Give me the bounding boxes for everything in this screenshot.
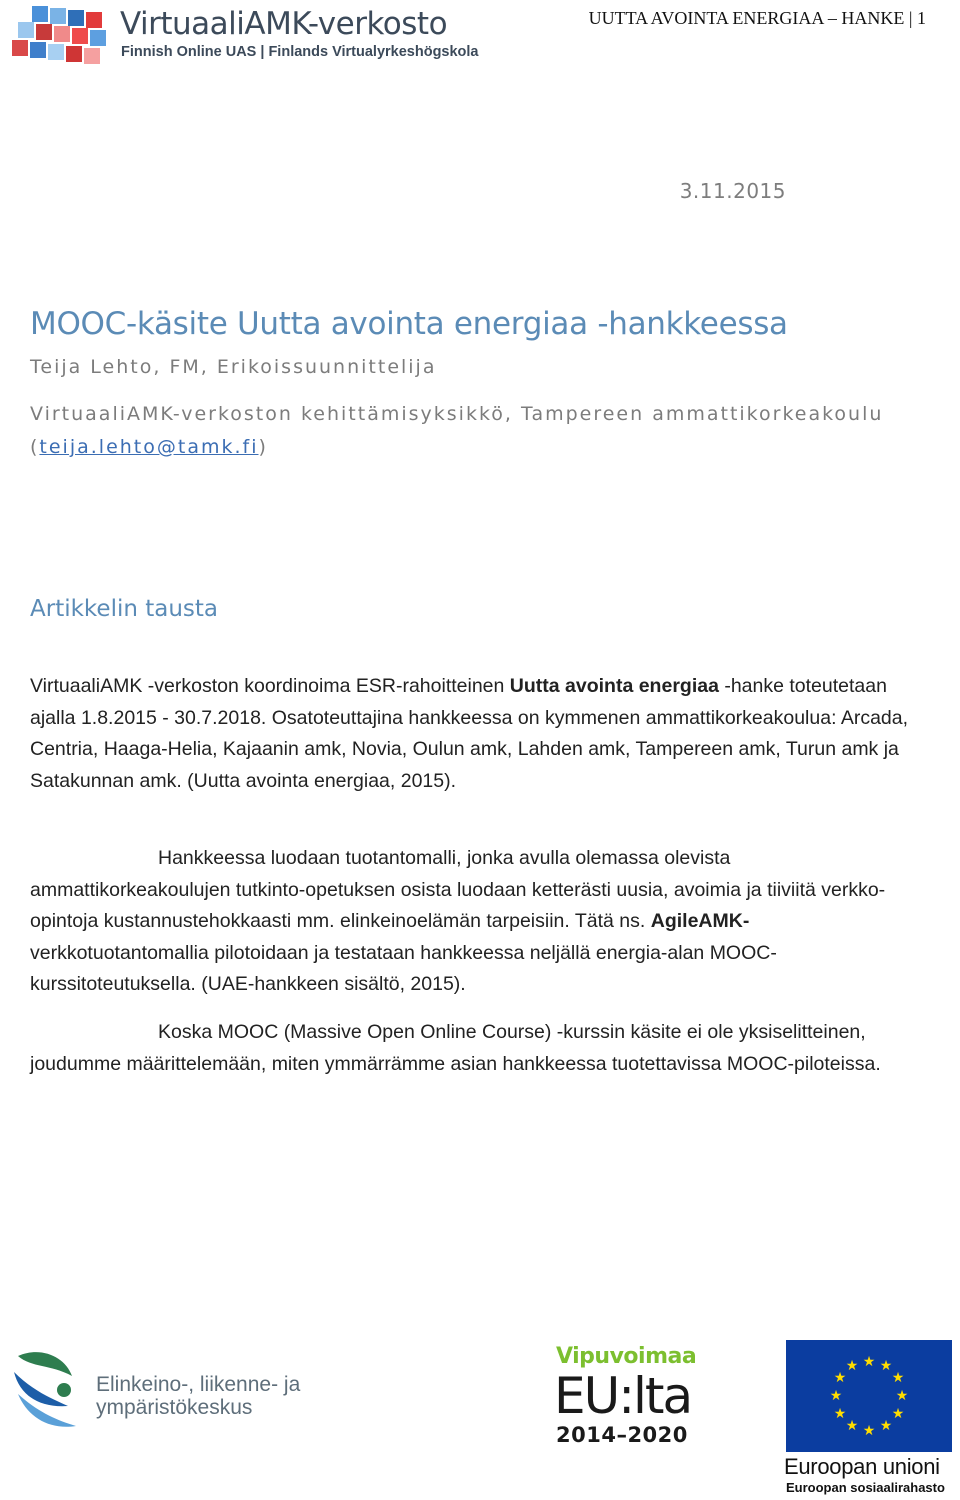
- vipu-years-text: 2014–2020: [556, 1423, 688, 1447]
- paragraph-2: [30, 843, 910, 1001]
- email-close-paren: ): [258, 436, 268, 458]
- paragraph-3: [30, 1017, 910, 1080]
- eu-stars-icon: [786, 1340, 952, 1452]
- paragraph-2-bold: AgileAMK-: [650, 910, 750, 932]
- svg-text:★: ★: [862, 1354, 876, 1370]
- eu-fund: Euroopan sosiaalirahasto: [786, 1480, 945, 1495]
- ely-text: [96, 1373, 300, 1419]
- vipuvoimaa-logo: [554, 1344, 724, 1454]
- email-link[interactable]: teija.lehto@tamk.fi: [39, 436, 259, 458]
- ely-line-2: ympäristökeskus: [96, 1396, 253, 1419]
- paragraph-3-text: Koska MOOC (Massive Open Online Course) -kurssin käsite ei ole yksiselitteinen, joudumme määrittelemään, miten ymmärrämme asian hankkeessa tuotettavissa MOOC-piloteissa.: [30, 1021, 881, 1075]
- vipu-mid-text: EU:lta: [554, 1367, 692, 1425]
- svg-text:★: ★: [862, 1423, 876, 1439]
- section-heading: Artikkelin tausta: [30, 596, 219, 622]
- vipu-top-text: Vipuvoimaa: [556, 1344, 697, 1369]
- logo-title: VirtuaaliAMK-verkosto: [120, 6, 448, 42]
- affiliation-line: VirtuaaliAMK-verkoston kehittämisyksikkö, Tampereen ammattikorkeakoulu: [30, 403, 884, 425]
- svg-text:★: ★: [829, 1388, 843, 1404]
- paragraph-1-text-b: -hanke toteutetaan ajalla 1.8.2015 - 30.7.2018. Osatoteuttajina hankkeessa on kymmenen ammattikorkeakoulua: Arcada, Centria, Haaga-Helia, Kajaanin amk, Novia, Oulun amk, Lahden amk, Tampereen amk, Turun amk ja Satakunnan amk. (Uutta avointa energiaa, 2015).: [30, 675, 909, 792]
- logo-subtitle: Finnish Online UAS | Finlands Virtualyrkeshögskola: [121, 44, 479, 60]
- svg-text:★: ★: [833, 1406, 847, 1422]
- running-header: UUTTA AVOINTA ENERGIAA – HANKE | 1: [588, 8, 926, 28]
- paragraph-1: [30, 671, 910, 797]
- eu-logo: [784, 1340, 956, 1500]
- virtuaaliamk-logo: [4, 2, 479, 68]
- svg-text:★: ★: [895, 1388, 909, 1404]
- document-date: 3.11.2015: [679, 179, 786, 203]
- svg-text:★: ★: [833, 1370, 847, 1386]
- eu-name: Euroopan unioni: [784, 1454, 940, 1479]
- paragraph-2-text-a: Hankkeessa luodaan tuotantomalli, jonka avulla olemassa olevista ammattikorkeakoulujen tutkinto-opetuksen osista luodaan ketterästi uusia, avoimia ja tiiviitä verkko-opintoja kustannustehokkaasti mm. elinkeinoelämän tarpeisiin. Tätä ns.: [30, 847, 886, 932]
- author-line: Teija Lehto, FM, Erikoissuunnittelija: [30, 356, 437, 378]
- cubes-logo-icon: [4, 2, 116, 68]
- eu-flag-icon: [786, 1340, 952, 1452]
- svg-text:★: ★: [879, 1358, 893, 1374]
- svg-text:★: ★: [845, 1358, 859, 1374]
- ely-centre-logo: [10, 1346, 310, 1436]
- paragraph-1-bold: Uutta avointa energiaa: [509, 675, 719, 697]
- ely-line-1: Elinkeino-, liikenne- ja: [96, 1373, 301, 1396]
- svg-text:★: ★: [891, 1406, 905, 1422]
- paragraph-1-text-a: VirtuaaliAMK -verkoston koordinoima ESR-rahoitteinen: [30, 675, 510, 697]
- email-line: [30, 436, 268, 458]
- email-open-paren: (: [30, 436, 40, 458]
- svg-text:★: ★: [845, 1418, 859, 1434]
- svg-text:★: ★: [879, 1418, 893, 1434]
- svg-text:★: ★: [891, 1370, 905, 1386]
- paragraph-2-text-b: verkkotuotantomallia pilotoidaan ja testataan hankkeessa neljällä energia-alan MOOC-kurssitoteutuksella. (UAE-hankkeen sisältö, 2015).: [30, 941, 777, 995]
- ely-swirl-icon: [10, 1346, 90, 1436]
- page-title: MOOC-käsite Uutta avointa energiaa -hankkeessa: [30, 306, 788, 342]
